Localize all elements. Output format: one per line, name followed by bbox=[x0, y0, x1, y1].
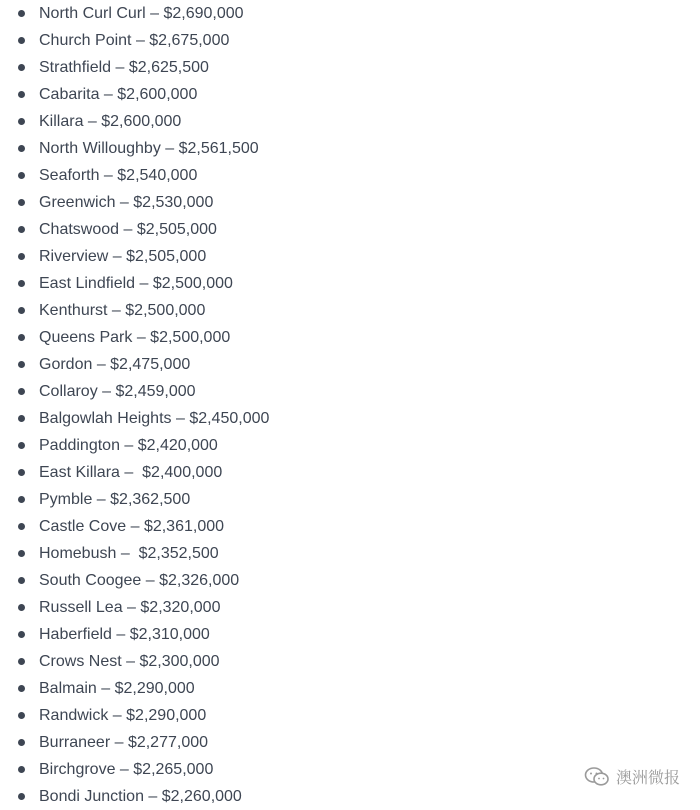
list-item-label: Russell Lea – $2,320,000 bbox=[39, 599, 221, 616]
list-item-label: Church Point – $2,675,000 bbox=[39, 32, 230, 49]
list-item bbox=[0, 513, 700, 540]
bullet-icon bbox=[18, 469, 25, 476]
list-item-label: Greenwich – $2,530,000 bbox=[39, 194, 214, 211]
bullet-icon bbox=[18, 145, 25, 152]
bullet-icon bbox=[18, 523, 25, 530]
list-item-label: Riverview – $2,505,000 bbox=[39, 248, 207, 265]
list-item-label: Queens Park – $2,500,000 bbox=[39, 329, 231, 346]
list-item bbox=[0, 216, 700, 243]
list-item bbox=[0, 486, 700, 513]
bullet-icon bbox=[18, 739, 25, 746]
list-item bbox=[0, 0, 700, 27]
list-item bbox=[0, 54, 700, 81]
bullet-icon bbox=[18, 442, 25, 449]
bullet-icon bbox=[18, 793, 25, 800]
list-item bbox=[0, 405, 700, 432]
list-item-label: Gordon – $2,475,000 bbox=[39, 356, 191, 373]
bullet-icon bbox=[18, 10, 25, 17]
bullet-icon bbox=[18, 631, 25, 638]
list-item bbox=[0, 27, 700, 54]
bullet-icon bbox=[18, 685, 25, 692]
list-item bbox=[0, 243, 700, 270]
watermark-text: 澳洲微报 bbox=[615, 768, 680, 787]
list-item-label: East Lindfield – $2,500,000 bbox=[39, 275, 233, 292]
bullet-icon bbox=[18, 577, 25, 584]
list-item bbox=[0, 81, 700, 108]
bullet-icon bbox=[18, 199, 25, 206]
list-item-label: Bondi Junction – $2,260,000 bbox=[39, 788, 242, 805]
list-item bbox=[0, 675, 700, 702]
list-item bbox=[0, 729, 700, 756]
bullet-icon bbox=[18, 64, 25, 71]
list-item-label: Cabarita – $2,600,000 bbox=[39, 86, 198, 103]
bullet-icon bbox=[18, 172, 25, 179]
list-item-label: Seaforth – $2,540,000 bbox=[39, 167, 198, 184]
list-item-label: Randwick – $2,290,000 bbox=[39, 707, 207, 724]
bullet-icon bbox=[18, 118, 25, 125]
bullet-icon bbox=[18, 280, 25, 287]
list-item-label: Crows Nest – $2,300,000 bbox=[39, 653, 220, 670]
list-item-label: Castle Cove – $2,361,000 bbox=[39, 518, 225, 535]
list-item bbox=[0, 324, 700, 351]
list-item bbox=[0, 189, 700, 216]
bullet-icon bbox=[18, 334, 25, 341]
list-item bbox=[0, 162, 700, 189]
list-item bbox=[0, 297, 700, 324]
list-item-label: Killara – $2,600,000 bbox=[39, 113, 182, 130]
bullet-icon bbox=[18, 766, 25, 773]
list-item-label: Collaroy – $2,459,000 bbox=[39, 383, 196, 400]
list-item-label: South Coogee – $2,326,000 bbox=[39, 572, 240, 589]
bullet-icon bbox=[18, 361, 25, 368]
list-item-label: Burraneer – $2,277,000 bbox=[39, 734, 209, 751]
wechat-icon bbox=[584, 766, 610, 788]
watermark bbox=[584, 765, 680, 788]
list-item-label: Haberfield – $2,310,000 bbox=[39, 626, 210, 643]
list-item-label: Birchgrove – $2,265,000 bbox=[39, 761, 214, 778]
list-item bbox=[0, 648, 700, 675]
list-item bbox=[0, 540, 700, 567]
list-item bbox=[0, 702, 700, 729]
bullet-icon bbox=[18, 550, 25, 557]
list-item-label: Paddington – $2,420,000 bbox=[39, 437, 218, 454]
list-item bbox=[0, 594, 700, 621]
list-item-label: Balmain – $2,290,000 bbox=[39, 680, 195, 697]
bullet-icon bbox=[18, 253, 25, 260]
list-item bbox=[0, 621, 700, 648]
list-item-label: Homebush – $2,352,500 bbox=[39, 545, 219, 562]
list-item-label: North Curl Curl – $2,690,000 bbox=[39, 5, 244, 22]
bullet-icon bbox=[18, 91, 25, 98]
list-item bbox=[0, 108, 700, 135]
bullet-icon bbox=[18, 604, 25, 611]
bullet-icon bbox=[18, 226, 25, 233]
list-item bbox=[0, 459, 700, 486]
bullet-icon bbox=[18, 658, 25, 665]
list-item bbox=[0, 378, 700, 405]
list-item bbox=[0, 567, 700, 594]
bullet-icon bbox=[18, 307, 25, 314]
list-item-label: Kenthurst – $2,500,000 bbox=[39, 302, 206, 319]
list-item bbox=[0, 135, 700, 162]
bullet-icon bbox=[18, 388, 25, 395]
list-item-label: East Killara – $2,400,000 bbox=[39, 464, 223, 481]
list-item bbox=[0, 432, 700, 459]
list-item-label: North Willoughby – $2,561,500 bbox=[39, 140, 259, 157]
list-item-label: Balgowlah Heights – $2,450,000 bbox=[39, 410, 270, 427]
list-item bbox=[0, 270, 700, 297]
bullet-icon bbox=[18, 496, 25, 503]
list-item-label: Chatswood – $2,505,000 bbox=[39, 221, 217, 238]
list-item-label: Strathfield – $2,625,500 bbox=[39, 59, 209, 76]
bullet-icon bbox=[18, 415, 25, 422]
list-item bbox=[0, 351, 700, 378]
bullet-icon bbox=[18, 37, 25, 44]
list-item-label: Pymble – $2,362,500 bbox=[39, 491, 191, 508]
bullet-icon bbox=[18, 712, 25, 719]
